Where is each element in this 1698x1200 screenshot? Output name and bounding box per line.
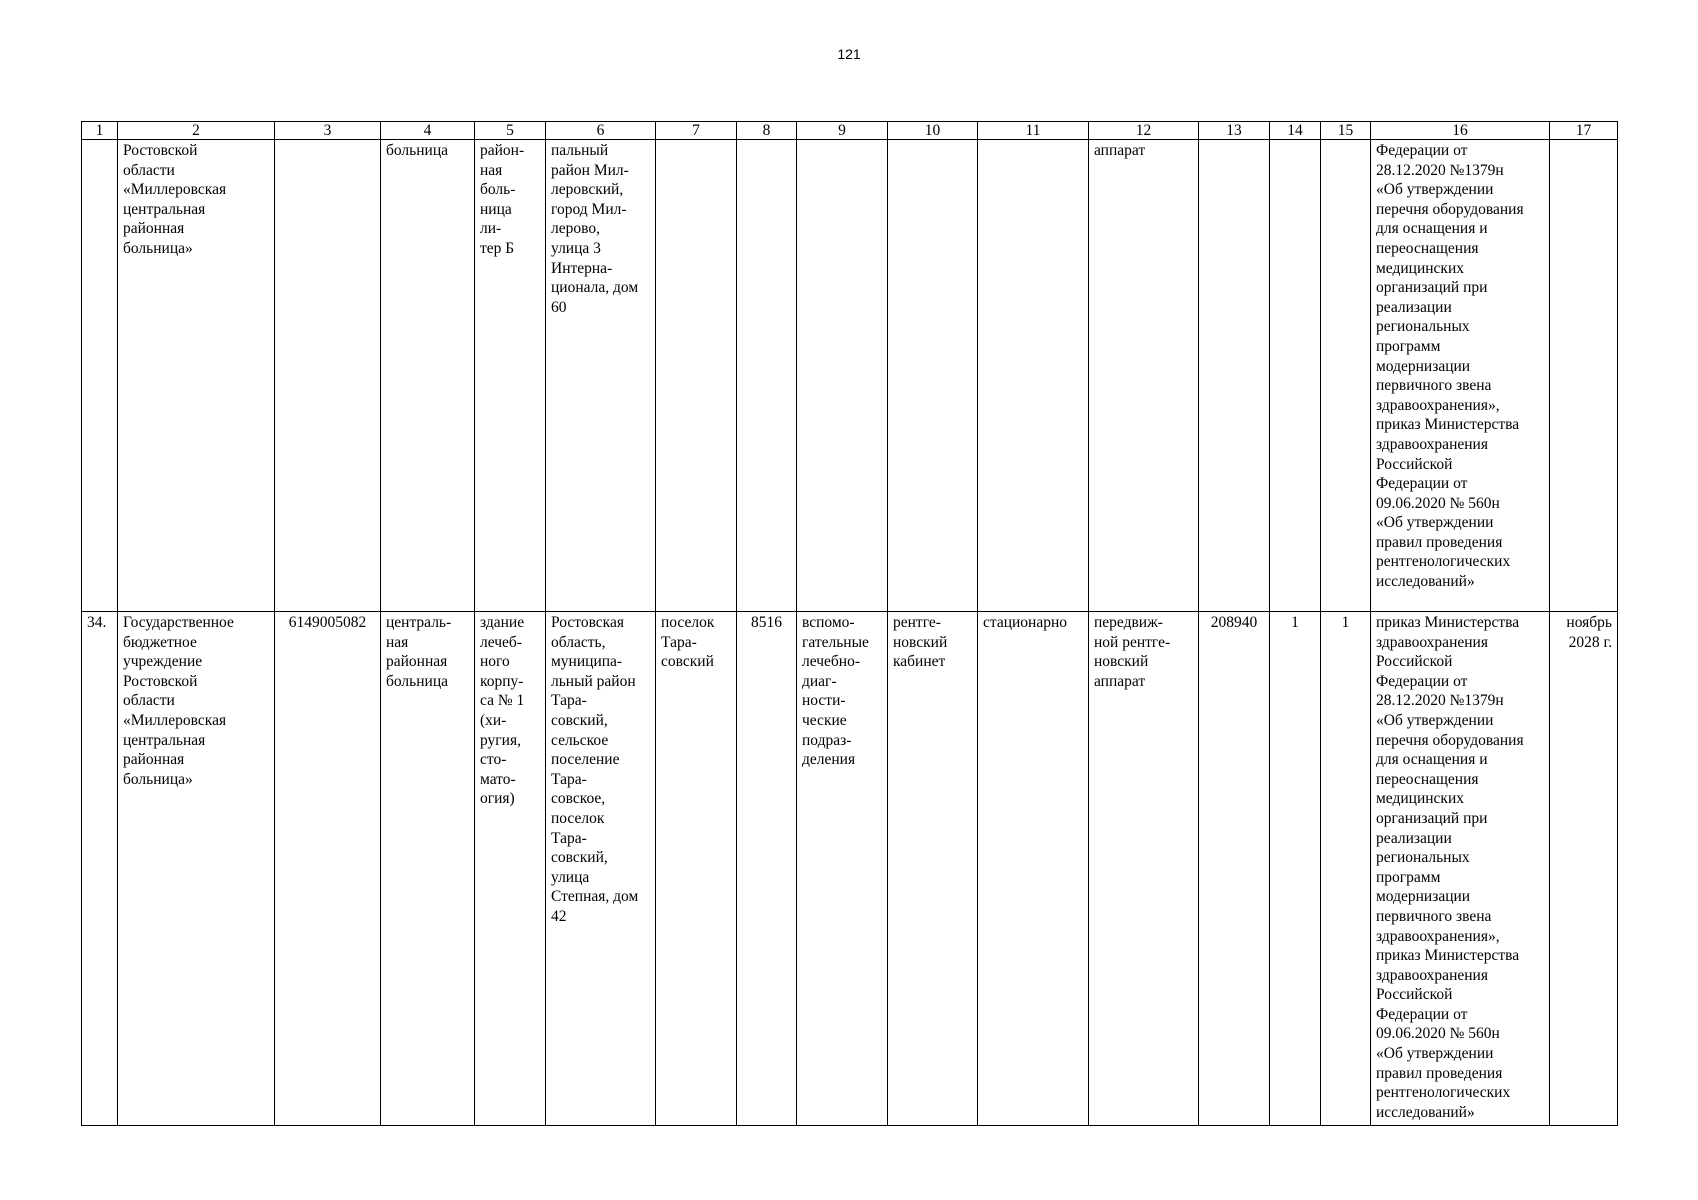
cell-unit: рентге- новский кабинет — [888, 612, 978, 1126]
cell-population — [737, 140, 797, 612]
cell-cost — [1199, 140, 1270, 612]
column-number: 6 — [546, 122, 656, 140]
cell-organization: Ростовской области «Миллеровская центральная районная больница» — [118, 140, 275, 612]
column-number: 5 — [475, 122, 546, 140]
cell-facility-type: централь- ная районная больница — [381, 612, 475, 1126]
cell-quantity-2: 1 — [1321, 612, 1371, 1126]
column-number: 16 — [1371, 122, 1550, 140]
cell-division — [797, 140, 888, 612]
cell-quantity — [1270, 140, 1321, 612]
cell-population: 8516 — [737, 612, 797, 1126]
cell-division: вспомо- гательные лечебно- диаг- ности- ческие подраз- деления — [797, 612, 888, 1126]
cell-mode: стационарно — [978, 612, 1089, 1126]
cell-address: Ростовская область, муниципа- льный район Тара- совский, сельское поселение Тара- совское, поселок Тара- совский, улица Степная, дом 42 — [546, 612, 656, 1126]
column-number-row — [82, 122, 1618, 140]
cell-number: 34. — [82, 612, 118, 1126]
column-number: 1 — [82, 122, 118, 140]
column-number: 9 — [797, 122, 888, 140]
column-number: 7 — [656, 122, 737, 140]
cell-organization: Государственное бюджетное учреждение Ростовской области «Миллеровская центральная районная больница» — [118, 612, 275, 1126]
cell-building: здание лечеб- ного корпу- са № 1 (хи- ругия, сто- мато- огия) — [475, 612, 546, 1126]
column-number: 15 — [1321, 122, 1371, 140]
column-number: 13 — [1199, 122, 1270, 140]
column-number: 12 — [1089, 122, 1199, 140]
cell-equipment: аппарат — [1089, 140, 1199, 612]
column-number: 14 — [1270, 122, 1321, 140]
column-number: 8 — [737, 122, 797, 140]
cell-inn — [275, 140, 381, 612]
column-number: 17 — [1550, 122, 1618, 140]
cell-number — [82, 140, 118, 612]
column-number: 3 — [275, 122, 381, 140]
cell-legal-basis: приказ Министерства здравоохранения Российской Федерации от 28.12.2020 №1379н «Об утверждении перечня оборудования для оснащения и переоснащения медицинских организаций при реализации региональных программ модернизации первичного звена здравоохранения», приказ Министерства здравоохранения Российской Федерации от 09.06.2020 № 560н «Об утверждении правил проведения рентгенологических исследований» — [1371, 612, 1550, 1126]
cell-facility-type: больница — [381, 140, 475, 612]
column-number: 4 — [381, 122, 475, 140]
page-number: 121 — [837, 46, 861, 62]
cell-equipment: передвиж- ной рентге- новский аппарат — [1089, 612, 1199, 1126]
table-row-34 — [82, 612, 1618, 1126]
cell-inn: 6149005082 — [275, 612, 381, 1126]
cell-legal-basis: Федерации от 28.12.2020 №1379н «Об утверждении перечня оборудования для оснащения и переоснащения медицинских организаций при реализации региональных программ модернизации первичного звена здравоохранения», приказ Министерства здравоохранения Российской Федерации от 09.06.2020 № 560н «Об утверждении правил проведения рентгенологических исследований» — [1371, 140, 1550, 612]
register-table — [81, 121, 1618, 1126]
cell-mode — [978, 140, 1089, 612]
column-number: 2 — [118, 122, 275, 140]
cell-deadline: ноябрь 2028 г. — [1550, 612, 1618, 1126]
cell-address: пальный район Мил- леровский, город Мил- лерово, улица 3 Интерна- ционала, дом 60 — [546, 140, 656, 612]
cell-quantity-2 — [1321, 140, 1371, 612]
cell-cost: 208940 — [1199, 612, 1270, 1126]
cell-settlement — [656, 140, 737, 612]
column-number: 10 — [888, 122, 978, 140]
cell-quantity: 1 — [1270, 612, 1321, 1126]
cell-building: район- ная боль- ница ли- тер Б — [475, 140, 546, 612]
cell-unit — [888, 140, 978, 612]
cell-settlement: поселок Тара- совский — [656, 612, 737, 1126]
cell-deadline — [1550, 140, 1618, 612]
column-number: 11 — [978, 122, 1089, 140]
table-row-continued — [82, 140, 1618, 612]
